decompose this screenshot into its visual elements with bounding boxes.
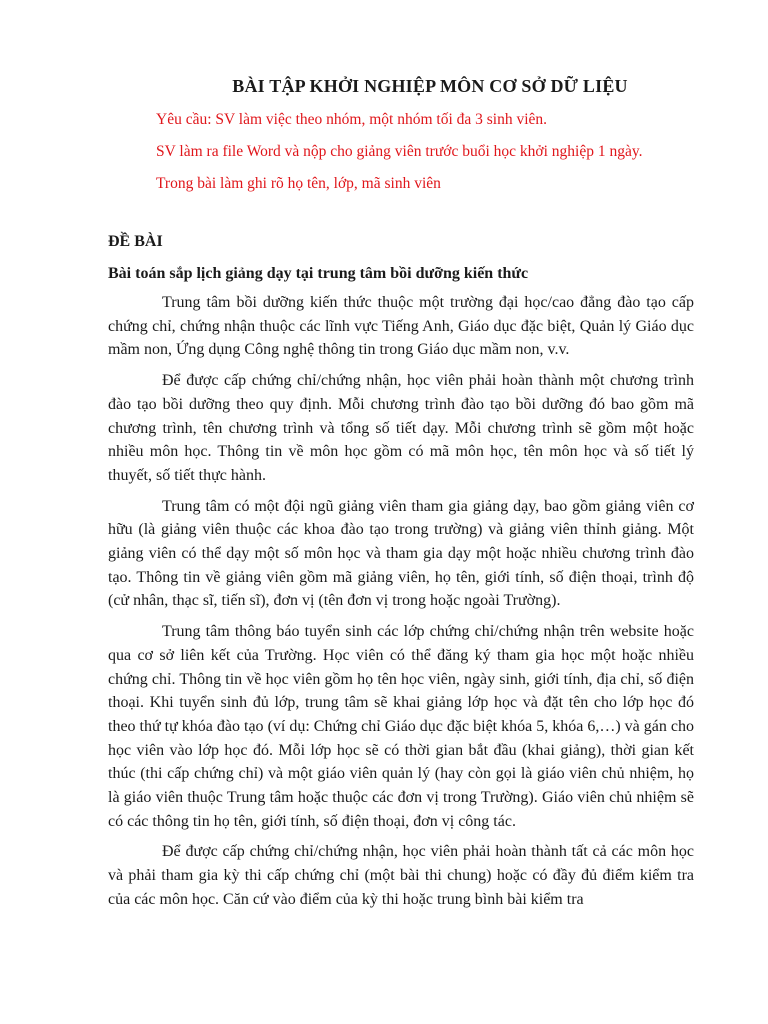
- problem-title: Bài toán sắp lịch giảng dạy tại trung tâm bồi dưỡng kiến thức: [108, 265, 529, 282]
- body-paragraph: Để được cấp chứng chỉ/chứng nhận, học viên phải hoàn thành tất cả các môn học và phải tham gia kỳ thi cấp chứng chỉ (một bài thi chung) hoặc có đầy đủ điểm kiểm tra của các môn học. Căn cứ vào điểm của kỳ thi hoặc trung bình bài kiểm tra: [108, 843, 694, 908]
- requirement-line-group-work: Yêu cầu: SV làm việc theo nhóm, một nhóm tối đa 3 sinh viên.: [156, 111, 548, 128]
- document-body: [108, 291, 694, 919]
- requirement-line-submission: SV làm ra file Word và nộp cho giảng viên trước buổi học khởi nghiệp 1 ngày.: [156, 143, 643, 160]
- body-paragraph: Trung tâm bồi dưỡng kiến thức thuộc một trường đại học/cao đẳng đào tạo cấp chứng chỉ, chứng nhận thuộc các lĩnh vực Tiếng Anh, Giáo dục đặc biệt, Quản lý Giáo dục mầm non, Ứng dụng Công nghệ thông tin trong Giáo dục mầm non, v.v.: [108, 294, 694, 359]
- document-title: BÀI TẬP KHỞI NGHIỆP MÔN CƠ SỞ DỮ LIỆU: [232, 76, 628, 96]
- body-paragraph: Trung tâm có một đội ngũ giảng viên tham gia giảng dạy, bao gồm giảng viên cơ hữu (là giảng viên thuộc các khoa đào tạo trong trường) và giảng viên thỉnh giảng. Một giảng viên có thể dạy một số môn học và tham gia dạy một hoặc nhiều chương trình đào tạo. Thông tin về giảng viên gồm mã giảng viên, họ tên, giới tính, số điện thoại, trình độ (cử nhân, thạc sĩ, tiến sĩ), đơn vị (tên đơn vị trong hoặc ngoài Trường).: [108, 497, 694, 610]
- requirement-line-student-info: Trong bài làm ghi rõ họ tên, lớp, mã sinh viên: [156, 175, 441, 192]
- body-paragraph: Trung tâm thông báo tuyển sinh các lớp chứng chỉ/chứng nhận trên website hoặc qua cơ sở liên kết của Trường. Học viên có thể đăng ký tham gia học một hoặc nhiều chứng chỉ. Thông tin về học viên gồm họ tên học viên, ngày sinh, giới tính, địa chỉ, số điện thoại. Khi tuyển sinh đủ lớp, trung tâm sẽ khai giảng lớp học và đặt tên cho lớp học đó theo thứ tự khóa đào tạo (ví dụ: Chứng chỉ Giáo dục đặc biệt khóa 5, khóa 6,…) và gán cho học viên vào lớp học đó. Mỗi lớp học sẽ có thời gian bắt đầu (khai giảng), thời gian kết thúc (thi cấp chứng chỉ) và một giáo viên quản lý (hay còn gọi là giáo viên chủ nhiệm, họ là giáo viên thuộc Trung tâm hoặc thuộc các đơn vị trong Trường). Giáo viên chủ nhiệm sẽ có các thông tin họ tên, giới tính, số điện thoại, đơn vị công tác.: [108, 623, 694, 830]
- body-paragraph: Để được cấp chứng chỉ/chứng nhận, học viên phải hoàn thành một chương trình đào tạo bồi dưỡng theo quy định. Mỗi chương trình đào tạo bồi dưỡng đó bao gồm mã chương trình, tên chương trình và tổng số tiết dạy. Mỗi chương trình sẽ gồm một hoặc nhiều môn học. Thông tin về môn học gồm có mã môn học, tên môn học và số tiết lý thuyết, số tiết thực hành.: [108, 372, 694, 484]
- section-heading: ĐỀ BÀI: [108, 233, 163, 250]
